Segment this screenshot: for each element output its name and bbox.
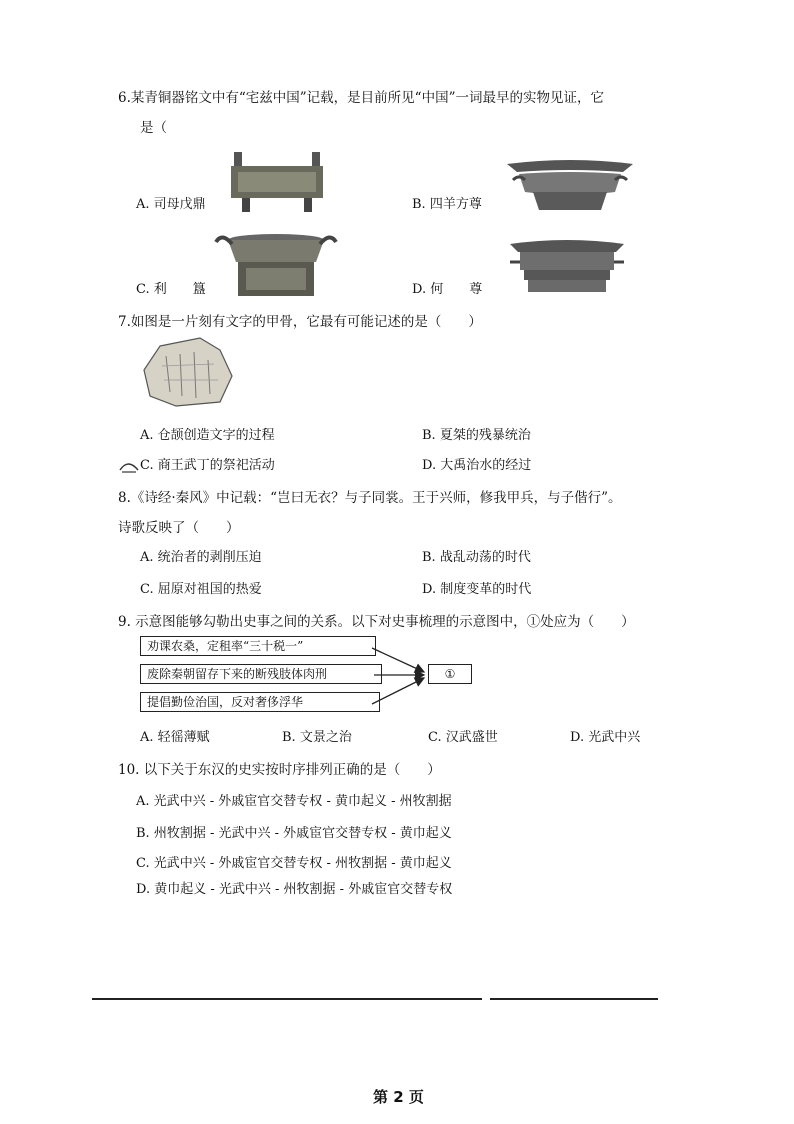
q6-stem-line1: 6.某青铜器铭文中有“宅兹中国”记载，是目前所见“中国”一词最早的实物见证，它 — [118, 90, 604, 106]
q8-stem-line2: 诗歌反映了（ ） — [118, 520, 240, 536]
q6-option-a[interactable]: A. 司母戊鼎 — [136, 197, 206, 212]
q10-option-c[interactable]: C. 光武中兴 - 外戚宦官交替专权 - 州牧割据 - 黄巾起义 — [136, 856, 452, 871]
pen-mark-icon — [118, 456, 140, 474]
q9-option-d[interactable]: D. 光武中兴 — [570, 730, 641, 745]
q9-option-c[interactable]: C. 汉武盛世 — [428, 730, 498, 745]
q7-stem: 7.如图是一片刻有文字的甲骨，它最有可能记述的是（ ） — [118, 314, 482, 330]
diagram-arrows — [370, 640, 430, 720]
q10-stem: 10. 以下关于东汉的史实按时序排列正确的是（ ） — [118, 762, 441, 778]
q8-stem-line1: 8.《诗经·秦风》中记载：“岂曰无衣？与子同裳。王于兴师，修我甲兵，与子偕行”。 — [118, 490, 622, 506]
q9-option-a[interactable]: A. 轻徭薄赋 — [140, 730, 210, 745]
q7-option-c[interactable]: C. 商王武丁的祭祀活动 — [140, 458, 275, 473]
gui-vessel-image — [210, 230, 342, 298]
q6-option-c[interactable]: C. 利 簋 — [136, 282, 206, 297]
q7-option-b[interactable]: B. 夏桀的残暴统治 — [422, 428, 531, 443]
q9-option-b[interactable]: B. 文景之治 — [282, 730, 352, 745]
diagram-target-box: ① — [428, 664, 472, 684]
q6-stem-line2: 是（ — [140, 120, 167, 136]
diagram-box-2: 废除秦朝留存下来的断残肢体肉刑 — [140, 664, 382, 684]
diagram-box-3: 提倡勤俭治国，反对奢侈浮华 — [140, 692, 380, 712]
q9-stem: 9. 示意图能够勾勒出史事之间的关系。以下对史事梳理的示意图中，①处应为（ ） — [118, 614, 635, 630]
zun-vessel-image — [505, 158, 635, 212]
ding-vessel-image — [228, 148, 326, 214]
q10-option-b[interactable]: B. 州牧割据 - 光武中兴 - 外戚宦官交替专权 - 黄巾起义 — [136, 826, 452, 841]
footer-divider-left — [92, 998, 482, 1000]
q6-option-b[interactable]: B. 四羊方尊 — [412, 197, 482, 212]
q8-option-a[interactable]: A. 统治者的剥削压迫 — [140, 550, 262, 565]
q10-option-d[interactable]: D. 黄巾起义 - 光武中兴 - 州牧割据 - 外戚宦官交替专权 — [136, 882, 453, 897]
he-zun-vessel-image — [508, 238, 626, 294]
page-number: 第 2 页 — [373, 1088, 424, 1106]
q7-option-a[interactable]: A. 仓颉创造文字的过程 — [140, 428, 275, 443]
q8-option-c[interactable]: C. 屈原对祖国的热爱 — [140, 582, 262, 597]
diagram-box-1: 劝课农桑，定租率“三十税一” — [140, 636, 376, 656]
q10-option-a[interactable]: A. 光武中兴 - 外戚宦官交替专权 - 黄巾起义 - 州牧割据 — [136, 794, 452, 809]
q8-option-b[interactable]: B. 战乱动荡的时代 — [422, 550, 531, 565]
q7-option-d[interactable]: D. 大禹治水的经过 — [422, 458, 532, 473]
oracle-bone-image — [140, 336, 236, 408]
footer-divider-right — [490, 998, 658, 1000]
q8-option-d[interactable]: D. 制度变革的时代 — [422, 582, 532, 597]
q6-option-d[interactable]: D. 何 尊 — [412, 282, 483, 297]
